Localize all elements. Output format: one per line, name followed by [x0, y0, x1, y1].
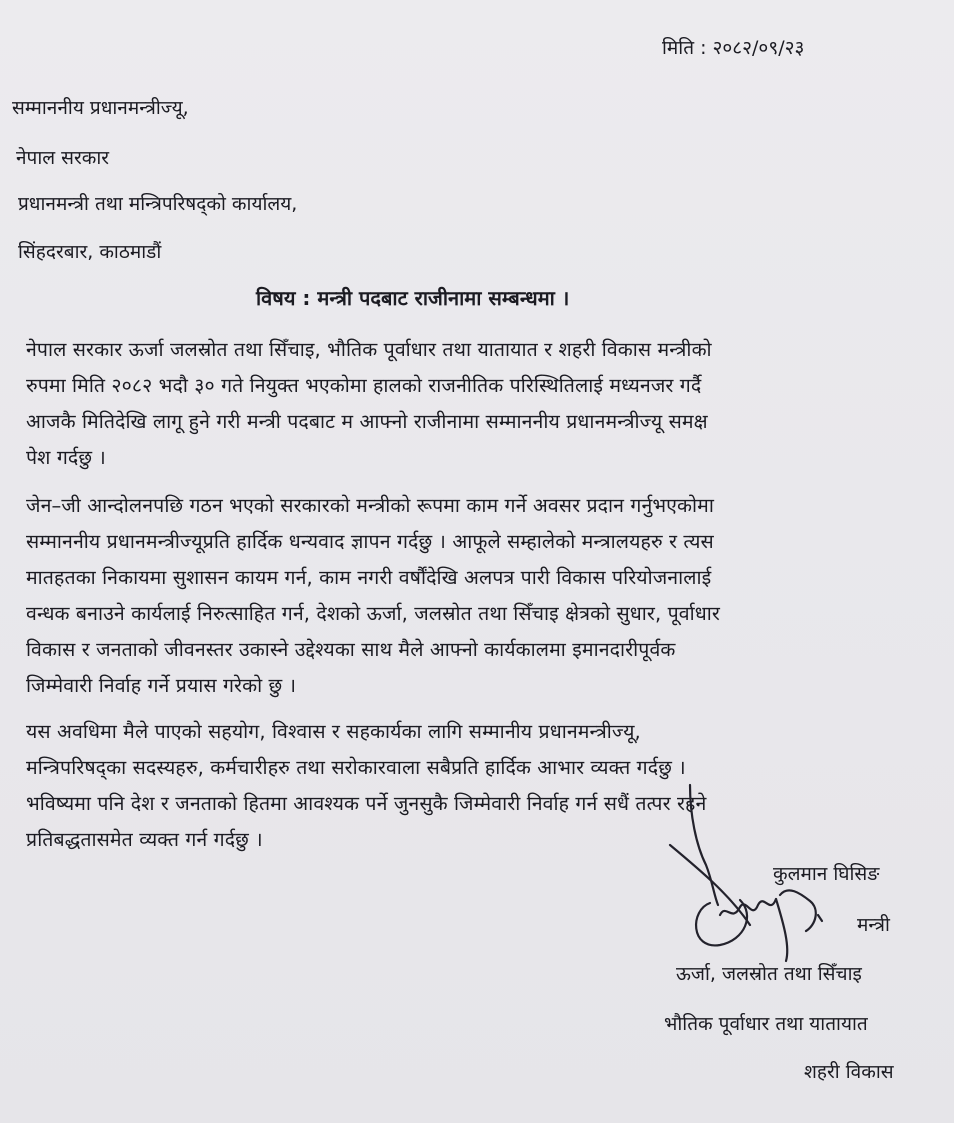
recipient-line-2: नेपाल सरकार	[16, 147, 110, 169]
para3-line4: प्रतिबद्धतासमेत व्यक्त गर्न गर्दछु ।	[26, 828, 263, 851]
para1-line4: पेश गर्दछु ।	[26, 446, 106, 469]
para2-line2: सम्माननीय प्रधानमन्त्रीज्यूप्रति हार्दिक धन्यवाद ज्ञापन गर्दछु । आफूले सम्हालेको मन्त्रालयहरु र त्यस	[26, 530, 714, 553]
signatory-title: मन्त्री	[857, 914, 890, 936]
para3-line1: यस अवधिमा मैले पाएको सहयोग, विश्वास र सहकार्यका लागि सम्मानीय प्रधानमन्त्रीज्यू,	[26, 720, 641, 743]
signatory-name: कुलमान घिसिङ	[773, 863, 880, 885]
para2-line6: जिम्मेवारी निर्वाह गर्ने प्रयास गरेको छु ।	[26, 674, 297, 697]
para3-line3: भविष्यमा पनि देश र जनताको हितमा आवश्यक पर्ने जुनसुकै जिम्मेवारी निर्वाह गर्न सधैं तत्पर रहने	[26, 792, 707, 815]
para2-line3: मातहतका निकायमा सुशासन कायम गर्न, काम नगरी वर्षौंदेखि अलपत्र पारी विकास परियोजनालाई	[26, 566, 712, 589]
subject-line: विषय : मन्त्री पदबाट राजीनामा सम्बन्धमा ।	[256, 286, 570, 310]
para1-line3: आजकै मितिदेखि लागू हुने गरी मन्त्री पदबाट म आफ्नो राजीनामा सम्माननीय प्रधानमन्त्रीज्यू समक्ष	[26, 410, 708, 433]
recipient-line-1: सम्माननीय प्रधानमन्त्रीज्यू,	[12, 97, 189, 119]
para2-line1: जेन–जी आन्दोलनपछि गठन भएको सरकारको मन्त्रीको रूपमा काम गर्ने अवसर प्रदान गर्नुभएकोमा	[26, 494, 714, 517]
para2-line5: विकास र जनताको जीवनस्तर उकास्ने उद्देश्यका साथ मैले आफ्नो कार्यकालमा इमानदारीपूर्वक	[26, 638, 676, 661]
para1-line1: नेपाल सरकार ऊर्जा जलस्रोत तथा सिँचाइ, भौतिक पूर्वाधार तथा यातायात र शहरी विकास मन्त्रीको	[26, 338, 712, 361]
para2-line4: वन्धक बनाउने कार्यलाई निरुत्साहित गर्न, देशको ऊर्जा, जलस्रोत तथा सिँचाइ क्षेत्रको सुधार, पूर्वाधार	[26, 602, 720, 625]
recipient-line-4: सिंहदरबार, काठमाडौं	[18, 241, 162, 263]
recipient-line-3: प्रधानमन्त्री तथा मन्त्रिपरिषद्को कार्यालय,	[18, 193, 298, 215]
para3-line2: मन्त्रिपरिषद्का सदस्यहरु, कर्मचारीहरु तथा सरोकारवाला सबैप्रति हार्दिक आभार व्यक्त गर्दछु ।	[26, 756, 686, 779]
signatory-ministry-1: ऊर्जा, जलस्रोत तथा सिँचाइ	[676, 963, 862, 985]
para1-line2: रुपमा मिति २०८२ भदौ ३० गते नियुक्त भएकोमा हालको राजनीतिक परिस्थितिलाई मध्यनजर गर्दै	[26, 374, 702, 397]
signatory-ministry-3: शहरी विकास	[804, 1061, 894, 1083]
letter-date: मिति : २०८२/०९/२३	[662, 37, 805, 59]
signatory-ministry-2: भौतिक पूर्वाधार तथा यातायात	[664, 1013, 868, 1035]
